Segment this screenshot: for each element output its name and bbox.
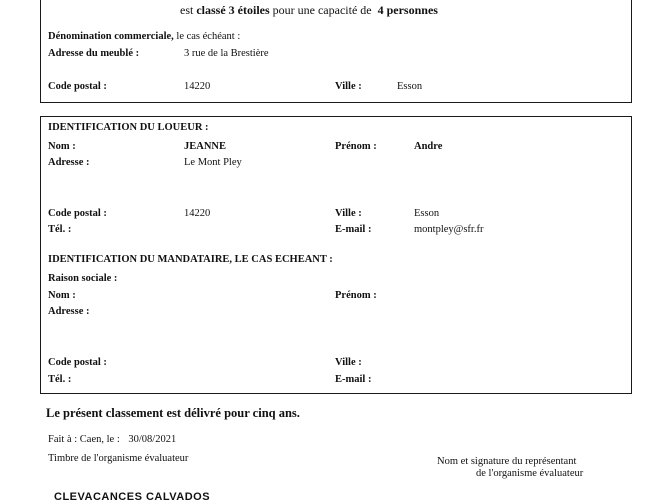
loueur-tel-label: Tél. : [48,224,72,235]
top-code-postal-label: Code postal : [48,81,107,92]
signature-label-line1: Nom et signature du représentant [437,456,577,467]
classement-stars: classé 3 étoiles [196,3,270,17]
loueur-ville-label: Ville : [335,208,362,219]
loueur-email-label: E-mail : [335,224,372,235]
mandataire-adresse-label: Adresse : [48,306,90,317]
mandataire-nom-label: Nom : [48,290,76,301]
loueur-nom-value: JEANNE [184,141,227,152]
organisme-stamp: CLEVACANCES CALVADOS [54,491,211,503]
top-code-postal-value: 14220 [184,81,211,92]
mandataire-code-postal-label: Code postal : [48,357,107,368]
loueur-adresse-label: Adresse : [48,157,90,168]
loueur-ville-value: Esson [414,208,440,219]
signature-date: 30/08/2021 [128,434,177,445]
adresse-meuble-label: Adresse du meublé : [48,48,140,59]
validity-statement: Le présent classement est délivré pour cinq ans. [46,406,300,420]
mandataire-heading: IDENTIFICATION DU MANDATAIRE, LE CAS ECHEANT : [48,254,333,265]
loueur-prenom-value: Andre [414,141,443,152]
mandataire-raison-label: Raison sociale : [48,273,118,284]
loueur-email-value: montpley@sfr.fr [414,224,484,235]
mandataire-ville-label: Ville : [335,357,362,368]
loueur-adresse-value: Le Mont Pley [184,157,242,168]
classement-capacity: 4 personnes [377,3,438,17]
timbre-label: Timbre de l'organisme évaluateur [48,453,189,464]
classement-line: est classé 3 étoiles pour une capacité de 4 personnes [180,3,438,17]
mandataire-prenom-label: Prénom : [335,290,377,301]
loueur-code-postal-value: 14220 [184,208,211,219]
top-ville-value: Esson [397,81,423,92]
denomination-row: Dénomination commerciale, le cas échéant : [48,31,241,42]
loueur-code-postal-label: Code postal : [48,208,107,219]
adresse-meuble-value: 3 rue de la Brestière [184,48,269,59]
fait-a-row: Fait à : Caen, le : 30/08/2021 [48,434,177,445]
loueur-nom-label: Nom : [48,141,76,152]
loueur-prenom-label: Prénom : [335,141,377,152]
signature-label-line2: de l'organisme évaluateur [476,468,584,479]
top-ville-label: Ville : [335,81,362,92]
loueur-heading: IDENTIFICATION DU LOUEUR : [48,122,209,133]
mandataire-tel-label: Tél. : [48,374,72,385]
mandataire-email-label: E-mail : [335,374,372,385]
